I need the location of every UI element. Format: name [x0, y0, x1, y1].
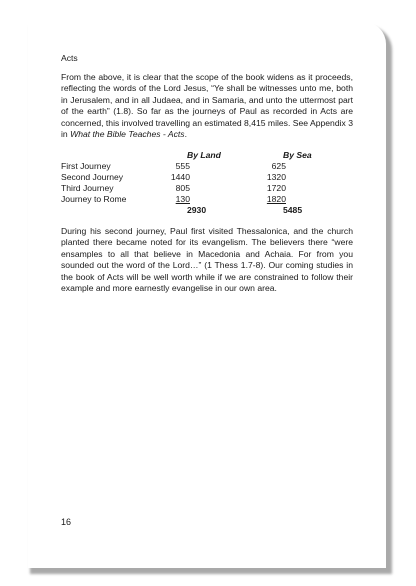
journey-name: First Journey — [61, 161, 111, 171]
sea-total: 5485 — [283, 205, 303, 215]
land-miles: 130 — [175, 194, 190, 204]
land-miles: 805 — [175, 183, 190, 193]
book-page — [28, 22, 386, 568]
sea-miles: 625 — [271, 161, 286, 171]
header-by-sea: By Sea — [283, 150, 312, 160]
land-miles: 555 — [175, 161, 190, 171]
sea-miles: 1720 — [266, 183, 286, 193]
journey-name: Third Journey — [61, 183, 114, 193]
table-row — [61, 183, 321, 194]
paragraph-scope-text: From the above, it is clear that the scope of the book widens as it proceeds, reflecting the words of the Lord Jesus, “Ye shall be witnesses unto me, both in Jerusalem, and in all Judaea, and in Samaria, and unto the uttermost part of the earth” (1.8). So far as the journeys of Paul as recorded in Acts are concerned, this involved travelling an estimated 8,415 miles. See Appendix 3 in — [61, 72, 353, 140]
journey-name: Journey to Rome — [61, 194, 127, 204]
table-row — [61, 194, 321, 205]
totals-row — [61, 205, 321, 216]
table-row — [61, 172, 321, 183]
table-row — [61, 161, 321, 172]
paragraph-scope — [61, 72, 353, 140]
journey-name: Second Journey — [61, 172, 124, 182]
running-head: Acts — [61, 53, 78, 63]
header-by-land: By Land — [187, 150, 221, 160]
page-number: 16 — [61, 517, 72, 527]
land-miles: 1440 — [170, 172, 190, 182]
book-title-reference: What the Bible Teaches - Acts — [70, 129, 185, 140]
sea-miles: 1320 — [266, 172, 286, 182]
paragraph-thessalonica: During his second journey, Paul first visited Thessalonica, and the church planted there became noted for its evangelism. The believers there “were ensamples to all that believe in Macedonia and Achaia. For from you sounded out the word of the Lord…” (1 Thess 1.7-8). Our coming studies in the book of Acts will be well worth while if we are constrained to follow their example and more earnestly evangelise in our own area. — [61, 226, 353, 294]
journeys-table — [61, 150, 321, 216]
journeys-header-row — [61, 150, 321, 161]
sea-miles: 1820 — [266, 194, 286, 204]
paragraph-scope-end: . — [184, 129, 187, 140]
land-total: 2930 — [187, 205, 207, 215]
